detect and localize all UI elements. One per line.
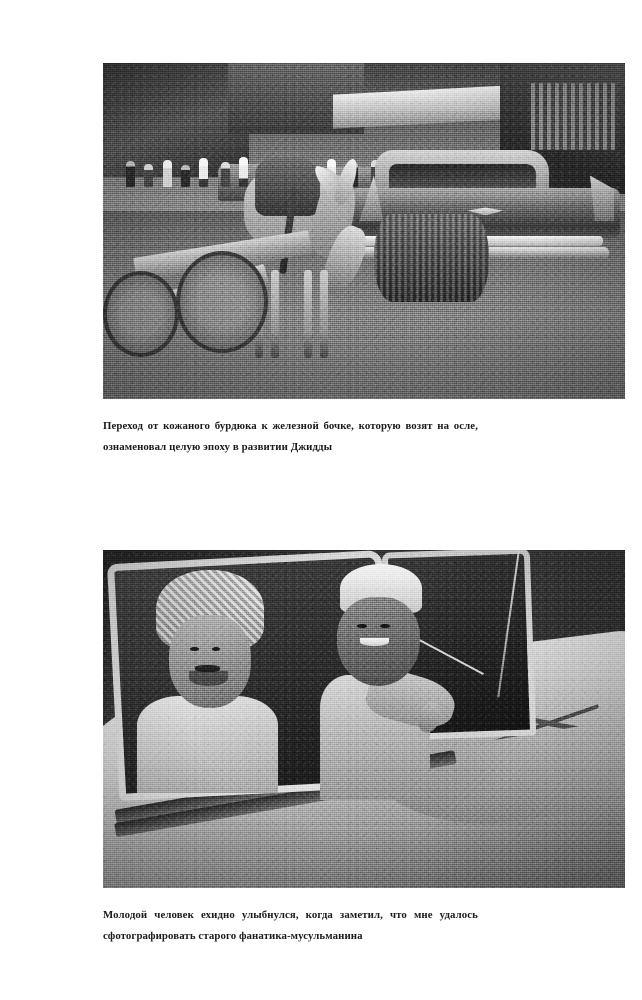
eye [380,624,390,628]
beard [189,671,228,686]
donkey-leg [271,270,279,357]
eye [190,647,199,652]
older-man-in-keffiyeh [145,570,281,773]
figure-2-caption-text: Молодой человек ехидно улыбнулся, когда заметил, что мне удалось сфотографировать старого фанатика-мусульманина [103,909,478,942]
photo-two-men-in-car-window [103,550,625,888]
smile [360,638,388,646]
man-face [169,615,250,708]
young-man-face [337,597,420,686]
young-man-smiling [322,564,447,787]
figure-two-men-in-car [103,550,625,947]
eye [212,647,221,652]
figure-1-caption [103,416,478,458]
figure-2-caption [103,905,478,947]
photo-donkey-cart-with-metal-barrel-and-car [103,63,625,399]
eye [357,624,367,628]
figure-donkey-cart [103,63,625,458]
man-robe [137,696,278,793]
metal-barrel [374,214,489,301]
donkey-leg [320,270,328,357]
figure-1-caption-text: Переход от кожаного бурдюка к железной бочке, которую возят на осле, ознаменовал целую эпоху в развитии Джидды [103,420,478,453]
photo-2-scene [103,550,625,888]
shopfront [531,83,615,150]
photo-1-scene [103,63,625,399]
cart-wheel [176,251,268,353]
donkey-leg [304,270,312,357]
cart-wheel [103,271,179,356]
